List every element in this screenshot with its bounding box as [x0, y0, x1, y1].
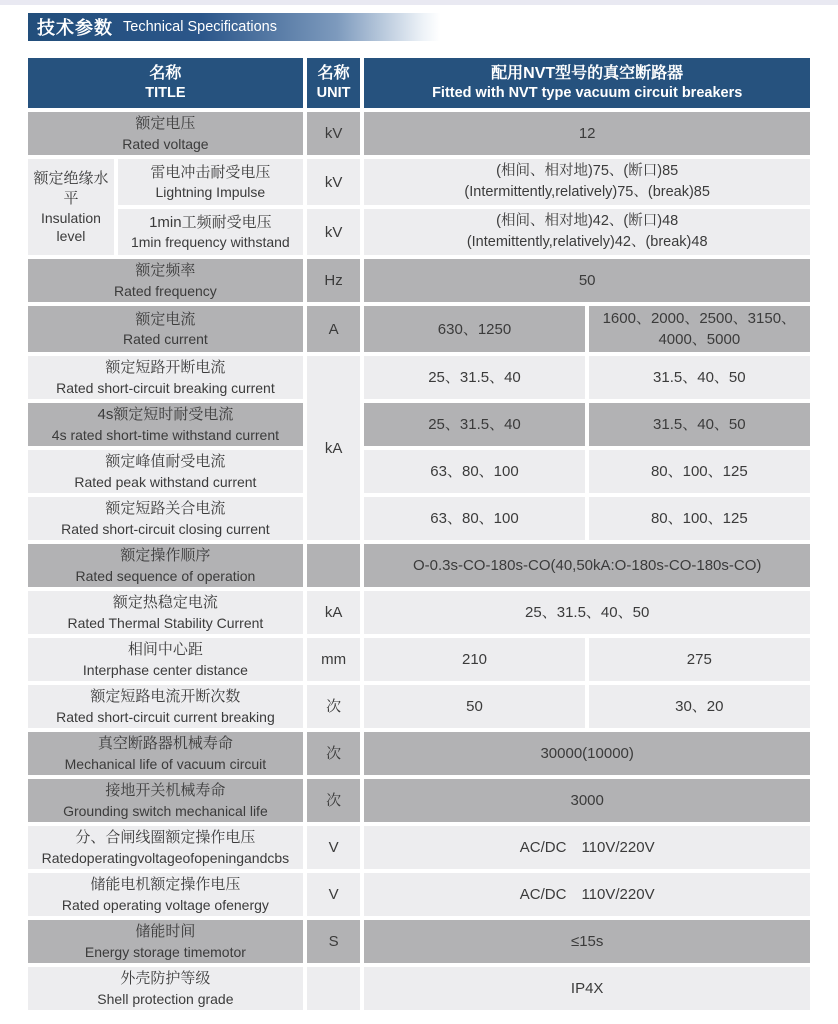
title-cell: 额定短路开断电流 Rated short-circuit breaking current: [28, 356, 303, 399]
unit-cell: [307, 967, 361, 1010]
unit-cell: A: [307, 306, 361, 352]
header-value-cell: 配用NVT型号的真空断路器 Fitted with NVT type vacuum circuit breakers: [364, 58, 810, 108]
value-cell-a: 210: [364, 638, 584, 681]
value-cell-a: 630、1250: [364, 306, 584, 352]
spec-table: [24, 54, 814, 1014]
row-shell-protection: [28, 967, 810, 1010]
value-cell: 3000: [364, 779, 810, 822]
value-cell: 12: [364, 112, 810, 155]
row-motor-operating-voltage: [28, 873, 810, 916]
header-unit-cell: 名称 UNIT: [307, 58, 361, 108]
unit-cell: 次: [307, 732, 361, 775]
value-cell-a: 25、31.5、40: [364, 356, 584, 399]
value-cell: 25、31.5、40、50: [364, 591, 810, 634]
value-cell-b: 80、100、125: [589, 497, 810, 540]
title-cell: 4s额定短时耐受电流 4s rated short-time withstand current: [28, 403, 303, 446]
row-vacuum-mechanical-life: [28, 732, 810, 775]
title-cell: 额定频率 Rated frequency: [28, 259, 303, 302]
section-title-en: Technical Specifications: [123, 19, 277, 35]
row-breaking-current: [28, 356, 810, 399]
title-cell: 接地开关机械寿命 Grounding switch mechanical life: [28, 779, 303, 822]
title-cell: 分、合闸线圈额定操作电压 Ratedoperatingvoltageofopeningandcbs: [28, 826, 303, 869]
title-cell: 额定峰值耐受电流 Rated peak withstand current: [28, 450, 303, 493]
value-cell: (相间、相对地)75、(断口)85 (Intermittently,relatively)75、(break)85: [364, 159, 810, 205]
row-energy-storage-time: [28, 920, 810, 963]
value-cell: 50: [364, 259, 810, 302]
title-cell: 额定热稳定电流 Rated Thermal Stability Current: [28, 591, 303, 634]
section-header-bar: [28, 13, 440, 41]
unit-cell: mm: [307, 638, 361, 681]
row-coil-operating-voltage: [28, 826, 810, 869]
unit-cell: 次: [307, 779, 361, 822]
unit-cell: Hz: [307, 259, 361, 302]
value-cell-b: 1600、2000、2500、3150、4000、5000: [589, 306, 810, 352]
row-breaking-times: [28, 685, 810, 728]
value-cell-a: 50: [364, 685, 584, 728]
value-cell-a: 63、80、100: [364, 450, 584, 493]
value-cell-b: 31.5、40、50: [589, 403, 810, 446]
title-cell: 额定短路电流开断次数 Rated short-circuit current breaking: [28, 685, 303, 728]
unit-cell: 次: [307, 685, 361, 728]
value-cell: AC/DC 110V/220V: [364, 826, 810, 869]
value-cell: (相间、相对地)42、(断口)48 (Intemittently,relatively)42、(break)48: [364, 209, 810, 255]
title-cell: 相间中心距 Interphase center distance: [28, 638, 303, 681]
unit-cell: V: [307, 873, 361, 916]
value-cell: ≤15s: [364, 920, 810, 963]
row-lightning-impulse: [28, 159, 810, 205]
value-cell-b: 275: [589, 638, 810, 681]
value-cell-a: 63、80、100: [364, 497, 584, 540]
header-title-cell: 名称 TITLE: [28, 58, 303, 108]
title-cell: 1min工频耐受电压 1min frequency withstand: [118, 209, 303, 255]
top-decor-strip: [0, 0, 838, 5]
title-cell: 额定电压 Rated voltage: [28, 112, 303, 155]
value-cell: O-0.3s-CO-180s-CO(40,50kA:O-180s-CO-180s-CO): [364, 544, 810, 587]
title-cell: 外壳防护等级 Shell protection grade: [28, 967, 303, 1010]
unit-cell: kV: [307, 209, 361, 255]
unit-cell: kA: [307, 591, 361, 634]
value-cell-b: 31.5、40、50: [589, 356, 810, 399]
title-cell: 储能电机额定操作电压 Rated operating voltage ofenergy: [28, 873, 303, 916]
group-cell-insulation-level: 额定绝缘水平 Insulation level: [28, 159, 114, 255]
value-cell: AC/DC 110V/220V: [364, 873, 810, 916]
title-cell: 真空断路器机械寿命 Mechanical life of vacuum circuit: [28, 732, 303, 775]
unit-cell: kV: [307, 159, 361, 205]
unit-cell: S: [307, 920, 361, 963]
row-short-time-withstand: [28, 403, 810, 446]
table-header-row: [28, 58, 810, 108]
unit-cell: [307, 544, 361, 587]
value-cell-b: 80、100、125: [589, 450, 810, 493]
value-cell: 30000(10000): [364, 732, 810, 775]
row-frequency-withstand: [28, 209, 810, 255]
row-grounding-mechanical-life: [28, 779, 810, 822]
row-rated-voltage: [28, 112, 810, 155]
row-rated-current: [28, 306, 810, 352]
unit-cell-ka-merged: kA: [307, 356, 361, 540]
title-cell: 额定操作顺序 Rated sequence of operation: [28, 544, 303, 587]
row-operation-sequence: [28, 544, 810, 587]
title-cell: 储能时间 Energy storage timemotor: [28, 920, 303, 963]
row-peak-withstand: [28, 450, 810, 493]
value-cell: IP4X: [364, 967, 810, 1010]
unit-cell: V: [307, 826, 361, 869]
title-cell: 额定电流 Rated current: [28, 306, 303, 352]
row-closing-current: [28, 497, 810, 540]
title-cell: 雷电冲击耐受电压 Lightning Impulse: [118, 159, 303, 205]
value-cell-a: 25、31.5、40: [364, 403, 584, 446]
value-cell-b: 30、20: [589, 685, 810, 728]
row-thermal-stability: [28, 591, 810, 634]
section-title-zh: 技术参数: [37, 18, 113, 38]
row-interphase-distance: [28, 638, 810, 681]
row-rated-frequency: [28, 259, 810, 302]
title-cell: 额定短路关合电流 Rated short-circuit closing current: [28, 497, 303, 540]
unit-cell: kV: [307, 112, 361, 155]
